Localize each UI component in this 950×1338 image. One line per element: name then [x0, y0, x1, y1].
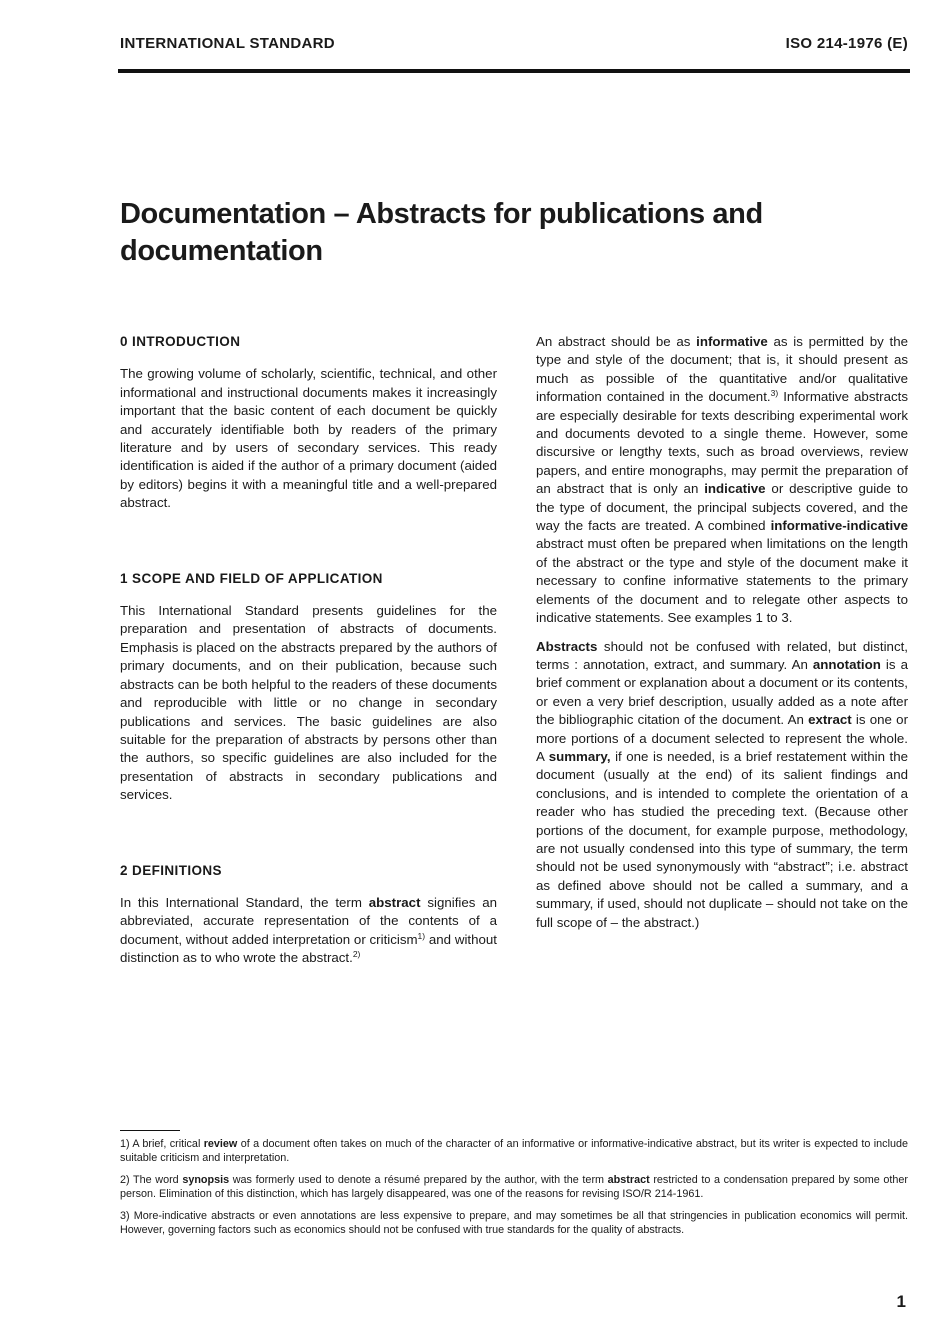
- text-run: is one or more portions of a document selected to represent the whole. A: [536, 712, 909, 764]
- section-heading-scope: 1 SCOPE AND FIELD OF APPLICATION: [120, 570, 383, 586]
- scope-paragraph: [120, 602, 497, 804]
- section-heading-introduction: 0 INTRODUCTION: [120, 334, 241, 349]
- text-run: or descriptive guide to the type of document, the principal subjects covered, and the way the facts are treated. A combined: [536, 481, 908, 534]
- bold-term: extract: [808, 712, 852, 728]
- introduction-paragraph: [120, 365, 497, 512]
- text-run: restricted to a condensation prepared by some other person. Elimination of this distinction, which has largely disappeared, was one of the reasons for revising ISO/R 214-1961.: [120, 1174, 908, 1200]
- section-heading-definitions: 2 DEFINITIONS: [120, 862, 222, 878]
- text-run: as is permitted by the type and style of the document; that is, it should present as much as possible of the quantitative and/or qualitative information contained in the document.: [536, 334, 908, 405]
- footnote-reference: 3): [770, 388, 779, 399]
- text-run: if one is needed, is a brief restatement within the document (usually at the end) of its salient findings and conclusions, and is intended to complete the orientation of a reader who has studied the preceding text. (Because other portions of the document, for example purpose, methodology, are not usually condensed into this type of summary, the term should not be used synonymously with “abstract”; i.e. abstract as defined above should not be called a summary, and a summary, if used, should not duplicate – should not take on the full scope of – the abstract.): [536, 748, 908, 930]
- text-run: 1) A brief, critical: [120, 1138, 204, 1150]
- informative-abstract-paragraph: [536, 333, 908, 628]
- bold-term: annotation: [812, 656, 881, 672]
- text-run: is a brief comment or explanation about a document or its contents, or even a very brief description, usually added as a note after the bibliographic citation of the document. An: [536, 656, 908, 728]
- text-run: 3) More-indicative abstracts or even annotations are less expensive to prepare, and may sometimes be all that stringencies in publication economics will permit. However, governing factors such as economics should not be confused with true standards for the quality of abstracts.: [120, 1210, 908, 1236]
- document-title: Documentation – Abstracts for publications and documentation: [120, 198, 763, 267]
- left-column: [120, 333, 497, 968]
- footnote-1: [120, 1138, 908, 1165]
- text-run: signifies an abbreviated, accurate representation of the contents of a document, without added interpretation or criticism: [120, 894, 498, 947]
- text-run: The growing volume of scholarly, scientific, technical, and other informational and instructional documents makes it increasingly important that the basic content of each document be quickly and accurately identifiable both by readers of the primary literature and by users of secondary services. This ready identification is aided if the author of a primary document (aided by editors) begins it with a meaningful title and a well-prepared abstract.: [120, 366, 497, 511]
- bold-term: informative: [696, 334, 768, 349]
- text-run: This International Standard presents guidelines for the preparation and presentation of abstracts of documents. Emphasis is placed on the abstracts prepared by the authors of primary documents, and on their publication, because such abstracts can be both helpful to the readers of these documents and reproducible with little or no change in secondary publications and services. The basic guidelines are also suitable for the preparation of abstracts by persons other than the authors, so specific guidelines are also included for the presentation of abstracts in secondary publications and services.: [120, 603, 497, 803]
- bold-term: abstract: [368, 894, 421, 910]
- footnote-2: [120, 1174, 908, 1201]
- bold-term: Abstracts: [536, 638, 598, 654]
- footnote-3: [120, 1210, 908, 1237]
- right-column: [536, 333, 908, 932]
- text-run: and without distinction as to who wrote the abstract.: [120, 931, 497, 966]
- text-run: In this International Standard, the term: [120, 894, 369, 910]
- definitions-paragraph: [120, 894, 497, 968]
- footnotes: [120, 1138, 908, 1247]
- bold-term: informative-indicative: [770, 518, 908, 534]
- header-standard-label: INTERNATIONAL STANDARD: [120, 35, 335, 52]
- text-run: should not be confused with related, but distinct, terms : annotation, extract, and summary. An: [536, 638, 908, 672]
- text-run: 2) The word: [120, 1174, 183, 1187]
- bold-term: review: [203, 1138, 238, 1150]
- text-run: was formerly used to denote a résumé prepared by the author, with the term: [229, 1174, 608, 1187]
- bold-term: abstract: [607, 1174, 650, 1187]
- footnote-reference: 1): [417, 930, 426, 941]
- text-run: An abstract should be as: [536, 334, 697, 349]
- footnote-reference: 2): [352, 949, 361, 960]
- related-terms-paragraph: [536, 638, 908, 933]
- bold-term: summary,: [548, 748, 611, 764]
- text-run: of a document often takes on much of the character of an informative or informative-indicative abstract, but its writer is expected to include suitable criticism and interpretation.: [120, 1138, 908, 1164]
- header-rule: [118, 69, 910, 73]
- bold-term: indicative: [704, 481, 766, 497]
- page-number: 1: [896, 1292, 906, 1311]
- text-run: abstract must often be prepared when limitations on the length of the abstract or the type and style of the document make it necessary to confine informative statements to the primary elements of the document and to relegate other aspects to indicative statements. See examples 1 to 3.: [536, 536, 908, 626]
- bold-term: synopsis: [182, 1174, 230, 1187]
- footnote-rule: [120, 1130, 180, 1131]
- text-run: Informative abstracts are especially desirable for texts describing experimental work and documents devoted to a single theme. However, some discursive or lengthy texts, such as broad overviews, review papers, and entire monographs, may permit the preparation of an abstract that is only an: [536, 389, 908, 497]
- header-document-number: ISO 214-1976 (E): [785, 35, 908, 52]
